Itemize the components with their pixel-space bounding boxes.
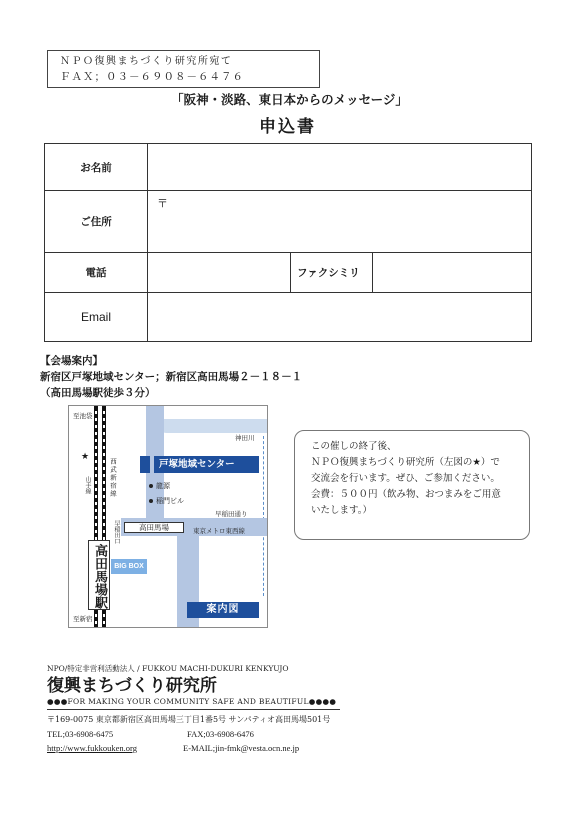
form-title: 申込書 [259,117,316,137]
address-field [148,191,532,253]
notice-line: いたします。） [311,505,372,516]
form-row-name [45,144,532,191]
notice-line: この催しの終了後、 [311,441,397,452]
org-type: NPO/特定非営利活動法人 / FUKKOU MACHI-DUKURI KENKYUJO [47,664,289,673]
afterparty-notice [294,430,530,540]
street-label: 早稲田通り [215,510,248,518]
form-row-email [45,293,532,342]
landmark-tomon-building: 稲門ビル [156,497,184,505]
form-row-phone [45,253,532,293]
name-field [148,144,532,191]
station-exit-label: 早稲田口 [113,520,120,544]
landmark-ryugen: 龍源 [156,482,170,490]
name-label: お名前 [45,144,148,191]
river-label: 神田川 [235,434,255,442]
org-address: 〒169-0075 東京都新宿区高田馬場三丁目1番5号 サンパティオ高田馬場501号 [47,715,331,724]
fax-field [373,253,532,293]
venue-access: （高田馬場駅徒歩３分） [40,387,156,399]
subway-label: 東京メトロ東西線 [193,527,245,535]
org-email: E-MAIL;jin-fmk@vesta.ocn.ne.jp [183,743,300,753]
big-box-label: BIG BOX [111,559,147,574]
event-title: 「阪神・淡路、東日本からのメッセージ」 [171,92,408,107]
landmark-dot [149,484,153,488]
org-name: 復興まちづくり研究所 [47,676,217,696]
phone-field [148,253,291,293]
jr-line-label: 山手線 [84,476,91,494]
kanda-river [157,419,268,433]
email-field [148,293,532,342]
org-tel: TEL;03-6908-6475 [47,729,114,739]
venue-map-label: 戸塚地域センター [154,456,259,473]
org-website-link: http://www.fukkouken.org [47,743,137,753]
address-label: ご住所 [45,191,148,253]
landmark-dot [149,499,153,503]
application-form [44,143,532,342]
phone-label: 電話 [45,253,148,293]
star-icon: ★ [81,452,90,462]
notice-line: 交流会を行います。ぜひ、ご参加ください。 [311,473,500,484]
venue-marker [140,456,150,473]
org-fax: FAX;03-6908-6476 [187,729,254,739]
river-dashed-line [263,436,264,596]
fax-label: ファクシミリ [291,253,373,293]
fax-recipient: ＮＰＯ復興まちづくり研究所宛て [60,56,233,67]
station-label: 高田馬場駅 [88,540,110,610]
venue-heading: 【会場案内】 [40,355,103,367]
form-row-address [45,191,532,253]
email-label: Email [45,293,148,342]
notice-line: ＮＰＯ復興まちづくり研究所（左図の★）で [311,457,500,468]
postal-mark: 〒 [157,197,168,210]
notice-line: 会費：５００円（飲み物、おつまみをご用意 [311,489,501,500]
venue-map [68,405,268,628]
direction-north-label: 至池袋 [73,412,93,420]
footer-divider [47,709,340,710]
street-sign: 高田馬場 [124,522,184,533]
fax-number: ＦＡＸ；０３－６９０８－６４７６ [60,71,244,83]
direction-south-label: 至新宿 [73,615,93,623]
seibu-line-label: 西武新宿線 [109,458,117,498]
fax-destination-box [47,50,320,88]
map-title: 案内図 [187,602,259,618]
venue-address: 新宿区戸塚地域センター；新宿区高田馬場２－１８－１ [40,371,303,383]
org-slogan: ●●●FOR MAKING YOUR COMMUNITY SAFE AND BEAUTIFUL●●●● [47,697,337,706]
